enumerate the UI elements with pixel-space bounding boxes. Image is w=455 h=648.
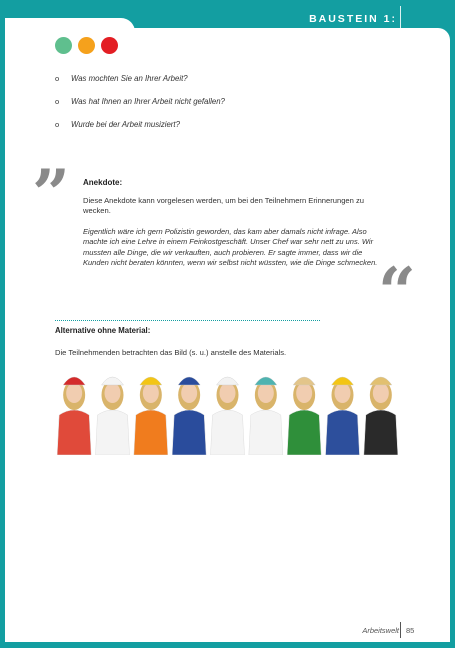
chapter-title-line2: MIT ALLEN SINNEN BEGREIFEN [182,27,397,39]
bullet-icon: o [55,120,60,129]
chapter-title [183,12,397,40]
footer-separator [400,622,401,638]
question-text: Was mochten Sie an Ihrer Arbeit? [71,74,188,83]
alternative-text: Die Teilnehmenden betrachten das Bild (s. u.) anstelle des Materials. [55,348,287,357]
header-separator [400,6,401,54]
question-list [55,74,225,143]
orange-dot-icon [78,37,95,54]
anekdote-intro: Diese Anekdote kann vorgelesen werden, um bei den Teilnehmern Erinnerungen zu wecken. [83,196,365,215]
question-text: Wurde bei der Arbeit musiziert? [71,120,180,129]
page-number: 85 [406,626,415,635]
chapter-title-line1: BAUSTEIN 1: [309,13,397,25]
group-of-workers-photo [55,365,400,455]
alternative-title: Alternative ohne Material: [55,326,151,335]
question-item [55,97,225,120]
question-text: Was hat Ihnen an Ihrer Arbeit nicht gefallen? [71,97,225,106]
question-item [55,74,225,97]
red-dot-icon [101,37,118,54]
section-divider [55,320,320,321]
traffic-dots [55,37,118,54]
anekdote-title: Anekdote: [83,178,123,187]
footer-label: Arbeitswelt [362,626,399,635]
question-item [55,120,225,143]
bullet-icon: o [55,97,60,106]
anekdote-story: Eigentlich wäre ich gern Polizistin geworden, das kam aber damals nicht infrage. Also machte ich eine Lehre in einem Feinkostgeschäft. Unser Chef war sehr nett zu uns. Wir mussten alle Dinge, die wir verkauften, auch probieren. Er sagte immer, dass wir die Kunden nicht beraten könnten, wenn wir selbst nicht wüssten, wie die Dinge schmecken. [83,227,378,268]
quote-close-icon: “ [378,253,416,331]
quote-open-icon: ” [32,155,70,233]
bullet-icon: o [55,74,60,83]
green-dot-icon [55,37,72,54]
